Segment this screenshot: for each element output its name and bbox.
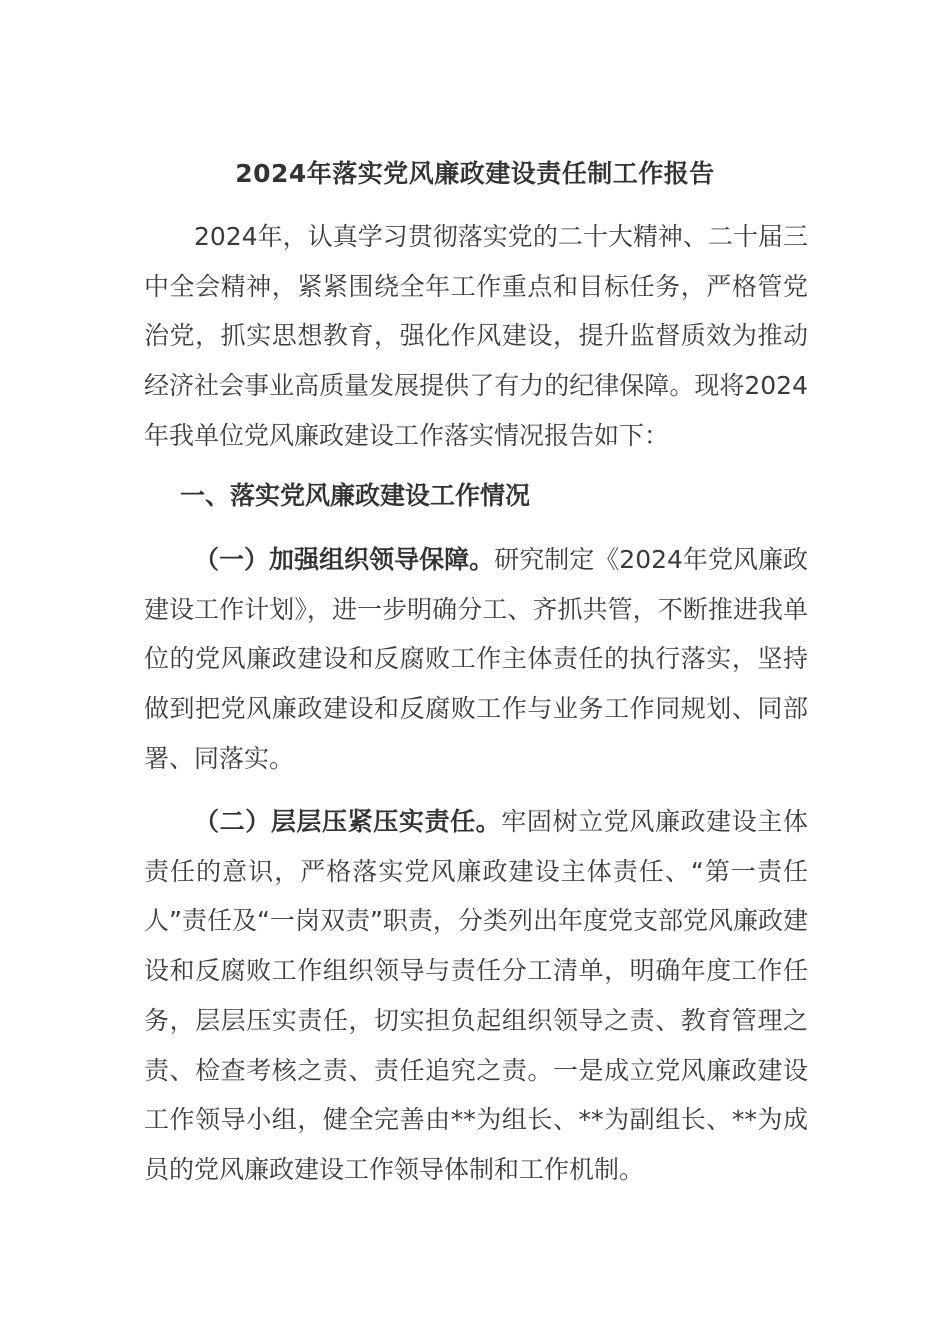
paragraph-2-lead: （二）层层压紧压实责任。 xyxy=(194,807,502,836)
paragraph-1 xyxy=(144,535,808,784)
paragraph-2 xyxy=(144,797,808,1195)
paragraph-1-lead: （一）加强组织领导保障。 xyxy=(194,545,495,574)
paragraph-block-2 xyxy=(144,797,808,1195)
paragraph-block-1 xyxy=(144,535,808,784)
document-title: 2024年落实党风廉政建设责任制工作报告 xyxy=(235,159,715,188)
intro-block xyxy=(144,212,808,461)
paragraph-1-text: 研究制定《2024年党风廉政建设工作计划》，进一步明确分工、齐抓共管，不断推进我单位的党风廉政建设和反腐败工作主体责任的执行落实，坚持做到把党风廉政建设和反腐败工作与业务工作同规划、同部署、同落实。 xyxy=(144,545,808,773)
paragraph-2-text: 牢固树立党风廉政建设主体责任的意识，严格落实党风廉政建设主体责任、“第一责任人”责任及“一岗双责”职责，分类列出年度党支部党风廉政建设和反腐败工作组织领导与责任分工清单，明确年度工作任务，层层压实责任，切实担负起组织领导之责、教育管理之责、检查考核之责、责任追究之责。一是成立党风廉政建设工作领导小组，健全完善由**为组长、**为副组长、**为成员的党风廉政建设工作领导体制和工作机制。 xyxy=(144,807,808,1184)
section-heading-1: 一、落实党风廉政建设工作情况 xyxy=(180,481,531,510)
intro-paragraph: 2024年，认真学习贯彻落实党的二十大精神、二十届三中全会精神，紧紧围绕全年工作重点和目标任务，严格管党治党，抓实思想教育，强化作风建设，提升监督质效为推动经济社会事业高质量发展提供了有力的纪律保障。现将2024年我单位党风廉政建设工作落实情况报告如下： xyxy=(144,222,808,450)
